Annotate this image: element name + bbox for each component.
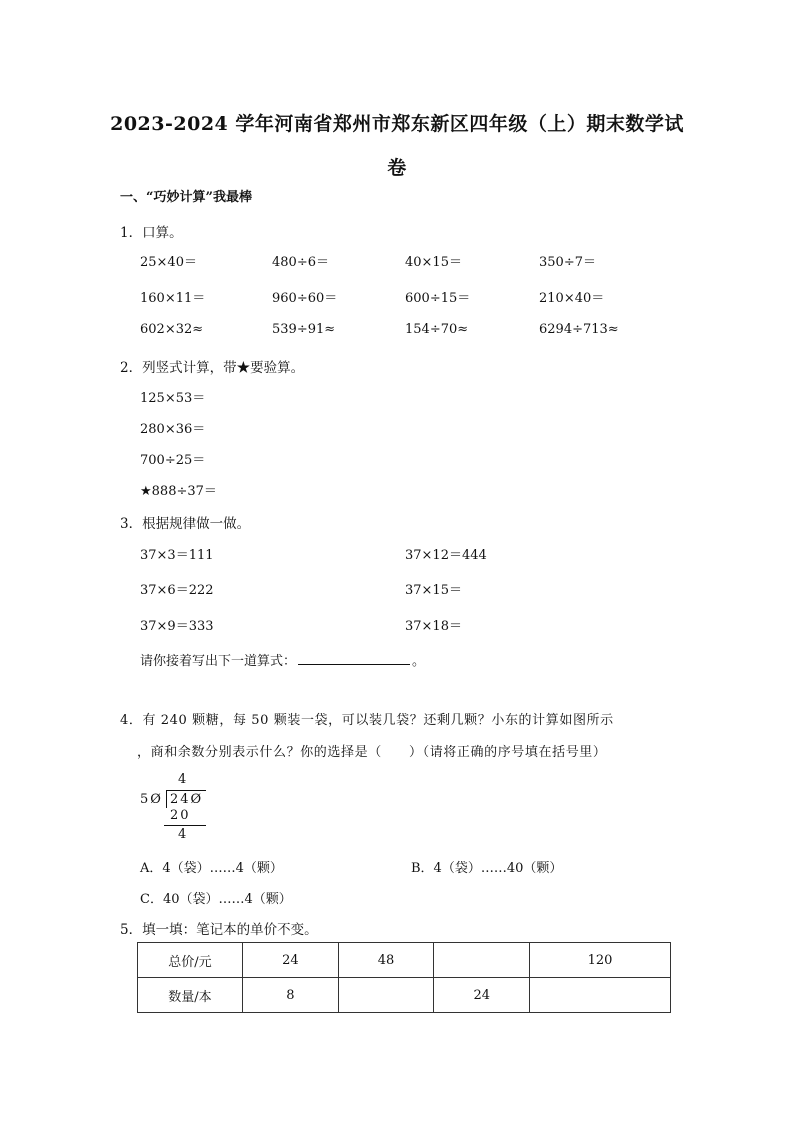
table-cell: 120 (530, 943, 671, 978)
q1-item: 960÷60＝ (272, 291, 338, 306)
q1-item: 350÷7＝ (539, 255, 596, 270)
table-cell: 24 (243, 943, 339, 978)
division-product: 20 (170, 808, 191, 823)
document-title: 2023-2024 学年河南省郑州市郑东新区四年级（上）期末数学试卷 (110, 113, 684, 179)
question-4-line-1: 4．有 240 颗糖，每 50 颗装一袋，可以装几袋？还剩几颗？小东的计算如图所示 (120, 713, 614, 728)
table-cell: 总价/元 (138, 943, 243, 978)
division-remainder: 4 (178, 827, 189, 842)
q2-item: 125×53＝ (140, 391, 206, 406)
q3-left-item: 37×3＝111 (140, 548, 214, 563)
table-cell: 数量/本 (138, 978, 243, 1013)
division-bar (166, 790, 206, 791)
option-b[interactable]: B．4（袋）……40（颗） (411, 861, 563, 876)
division-quotient: 4 (178, 772, 189, 787)
division-divisor: 5Ø (140, 792, 163, 807)
q3-right-item: 37×15＝ (405, 583, 462, 598)
table-cell-blank[interactable] (338, 978, 434, 1013)
q1-item: 600÷15＝ (405, 291, 471, 306)
table-row (138, 943, 671, 978)
table-row (138, 978, 671, 1013)
q3-right-item: 37×18＝ (405, 619, 462, 634)
q3-left-item: 37×9＝333 (140, 619, 214, 634)
q2-item: ★888÷37＝ (140, 484, 217, 499)
q2-item: 280×36＝ (140, 422, 206, 437)
table-cell-blank[interactable] (530, 978, 671, 1013)
table-cell: 24 (434, 978, 530, 1013)
price-quantity-table (137, 942, 671, 1013)
question-4-line-2: ，商和余数分别表示什么？你的选择是（ ）（请将正确的序号填在括号里） (137, 745, 607, 760)
question-5-title: 5．填一填：笔记本的单价不变。 (120, 922, 318, 938)
q3-prompt-text: 请你接着写出下一道算式： (140, 654, 297, 669)
table-cell: 48 (338, 943, 434, 978)
section-heading-1: 一、“巧妙计算”我最棒 (120, 190, 252, 205)
q2-item: 700÷25＝ (140, 453, 206, 468)
option-c[interactable]: C．40（袋）……4（颗） (140, 892, 292, 907)
q3-left-item: 37×6＝222 (140, 583, 214, 598)
question-2-title: 2．列竖式计算，带★要验算。 (120, 360, 305, 376)
q1-item: 25×40＝ (140, 255, 197, 270)
q1-item: 160×11＝ (140, 291, 206, 306)
q1-item: 210×40＝ (539, 291, 605, 306)
division-bracket (166, 790, 167, 808)
q1-item: 480÷6＝ (272, 255, 329, 270)
division-dividend: 24Ø (170, 792, 204, 807)
q1-item: 154÷70≈ (405, 322, 469, 337)
answer-blank[interactable] (298, 652, 410, 665)
q1-item: 40×15＝ (405, 255, 462, 270)
q3-right-item: 37×12＝444 (405, 548, 487, 563)
table-cell: 8 (243, 978, 339, 1013)
q1-item: 602×32≈ (140, 322, 204, 337)
q1-item: 6294÷713≈ (539, 322, 619, 337)
option-a[interactable]: A．4（袋）……4（颗） (140, 861, 283, 876)
question-3-title: 3．根据规律做一做。 (120, 516, 251, 532)
q3-prompt (140, 650, 425, 669)
division-subtract-line (164, 825, 206, 826)
table-cell-blank[interactable] (434, 943, 530, 978)
question-1-title: 1．口算。 (120, 225, 183, 241)
q3-prompt-end: 。 (412, 654, 426, 669)
q1-item: 539÷91≈ (272, 322, 336, 337)
long-division-figure (140, 772, 220, 844)
